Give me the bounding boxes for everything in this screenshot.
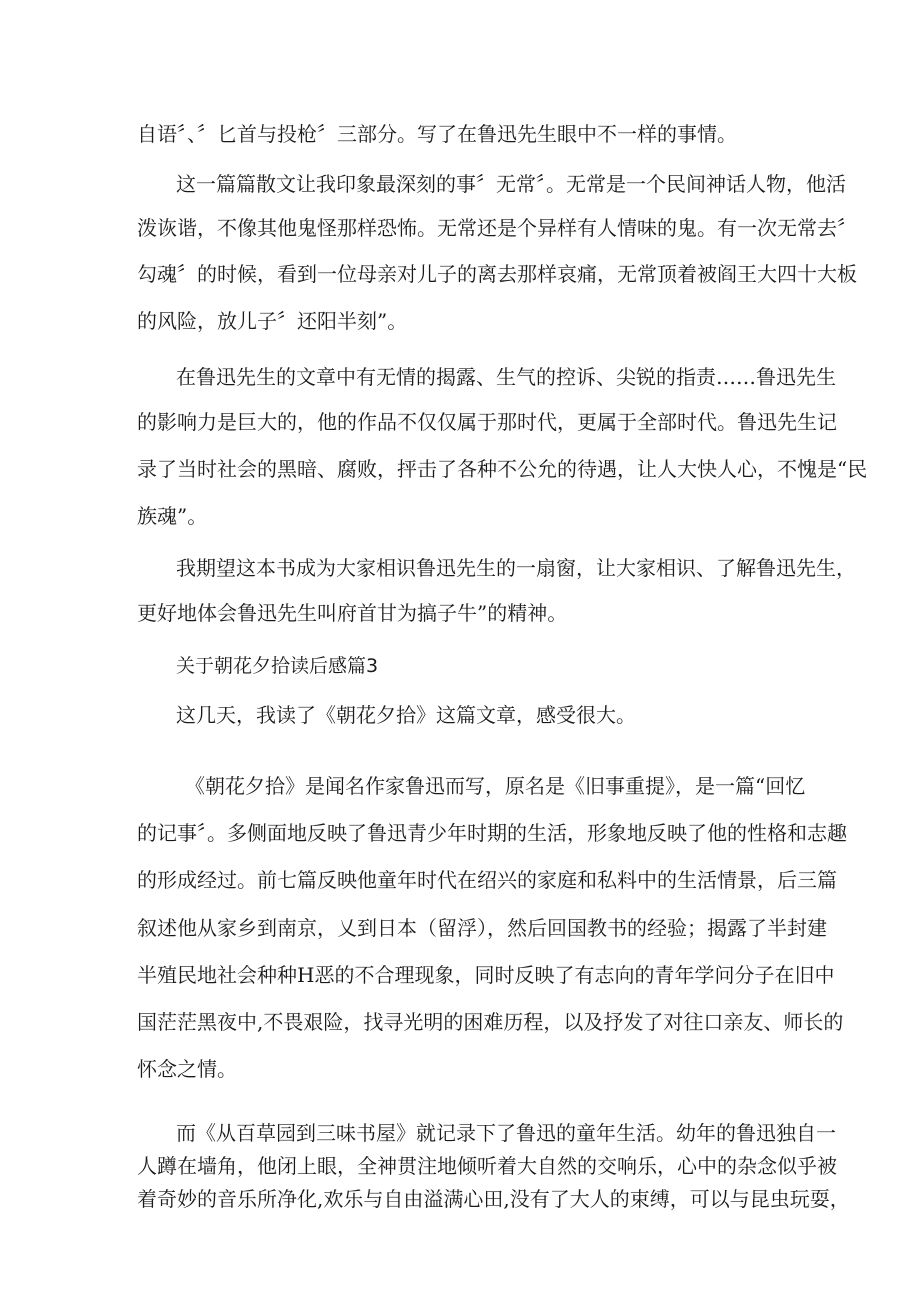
paragraph-4-line-1: 我期望这本书成为大家相识鲁迅先生的一扇窗，让大家相识、了解鲁迅先生， <box>176 556 856 580</box>
paragraph-6-line-5: 半殖民地社会种种H恶的不合理现象，同时反映了有志向的青年学问分子在旧中 <box>137 963 835 987</box>
paragraph-3-line-2: 的影响力是巨大的，他的作品不仅仅属于那时代，更属于全部时代。鲁迅先生记 <box>137 410 837 434</box>
paragraph-6-line-1: 《朝花夕拾》是闻名作家鲁迅而写，原名是《旧事重提》，是一篇“回忆 <box>185 774 806 798</box>
paragraph-1-line-1: 自语〞、〞匕首与投枪〞三部分。写了在鲁迅先生眼中不一样的事情。 <box>137 122 737 146</box>
paragraph-4-line-2: 更好地体会鲁迅先生叫府首甘为搞子牛”的精神。 <box>137 601 568 625</box>
paragraph-7-line-1: 而《从百草园到三味书屋》就记录下了鲁迅的童年生活。幼年的鲁迅独自一 <box>176 1121 836 1145</box>
paragraph-3-line-4: 族魂”。 <box>137 504 208 528</box>
paragraph-7-line-3: 着奇妙的音乐所净化,欢乐与自由溢满心田,没有了大人的束缚，可以与昆虫玩耍， <box>137 1187 850 1211</box>
paragraph-5-line-1: 这几天，我读了《朝花夕拾》这篇文章，感受很大。 <box>176 703 636 727</box>
paragraph-6-line-3: 的形成经过。前七篇反映他童年时代在绍兴的家庭和私料中的生活情景，后三篇 <box>137 868 837 892</box>
paragraph-2-line-2: 泼诙谐，不像其他鬼怪那样恐怖。无常还是个异样有人情味的鬼。有一次无常去〞 <box>137 216 857 240</box>
paragraph-6-line-4: 叙述他从家乡到南京，乂到日本（留浮），然后回国教书的经验；揭露了半封建 <box>137 916 827 940</box>
section-heading: 关于朝花夕拾读后感篇3 <box>176 655 379 677</box>
paragraph-7-line-2: 人蹲在墙角，他闭上眼，全神贯注地倾听着大自然的交响乐，心中的杂念似乎被 <box>137 1154 837 1178</box>
paragraph-6-line-7: 怀念之情。 <box>137 1057 237 1081</box>
paragraph-2-line-1: 这一篇篇散文让我印象最深刻的事〞无常〞。无常是一个民间神话人物，他活 <box>176 172 846 196</box>
paragraph-6-line-6: 国茫茫黑夜中,不畏艰险，找寻光明的困难历程，以及抒发了对往口亲友、师长的 <box>137 1010 844 1034</box>
paragraph-2-line-4: 的风险，放儿子〞还阳半刻”。 <box>137 309 408 333</box>
paragraph-6-line-2: 的记事〞。多侧面地反映了鲁迅青少年时期的生活，形象地反映了他的性格和志趣 <box>137 821 847 845</box>
paragraph-2-line-3: 勾魂〞的时候，看到一位母亲对儿子的离去那样哀痛，无常顶着被阎王大四十大板 <box>137 262 857 286</box>
paragraph-3-line-1: 在鲁迅先生的文章中有无情的揭露、生气的控诉、尖锐的指责……鲁迅先生 <box>176 365 836 389</box>
paragraph-3-line-3: 录了当时社会的黑暗、腐败，抨击了各种不公允的待遇，让人大快人心，不愧是“民 <box>137 457 868 481</box>
